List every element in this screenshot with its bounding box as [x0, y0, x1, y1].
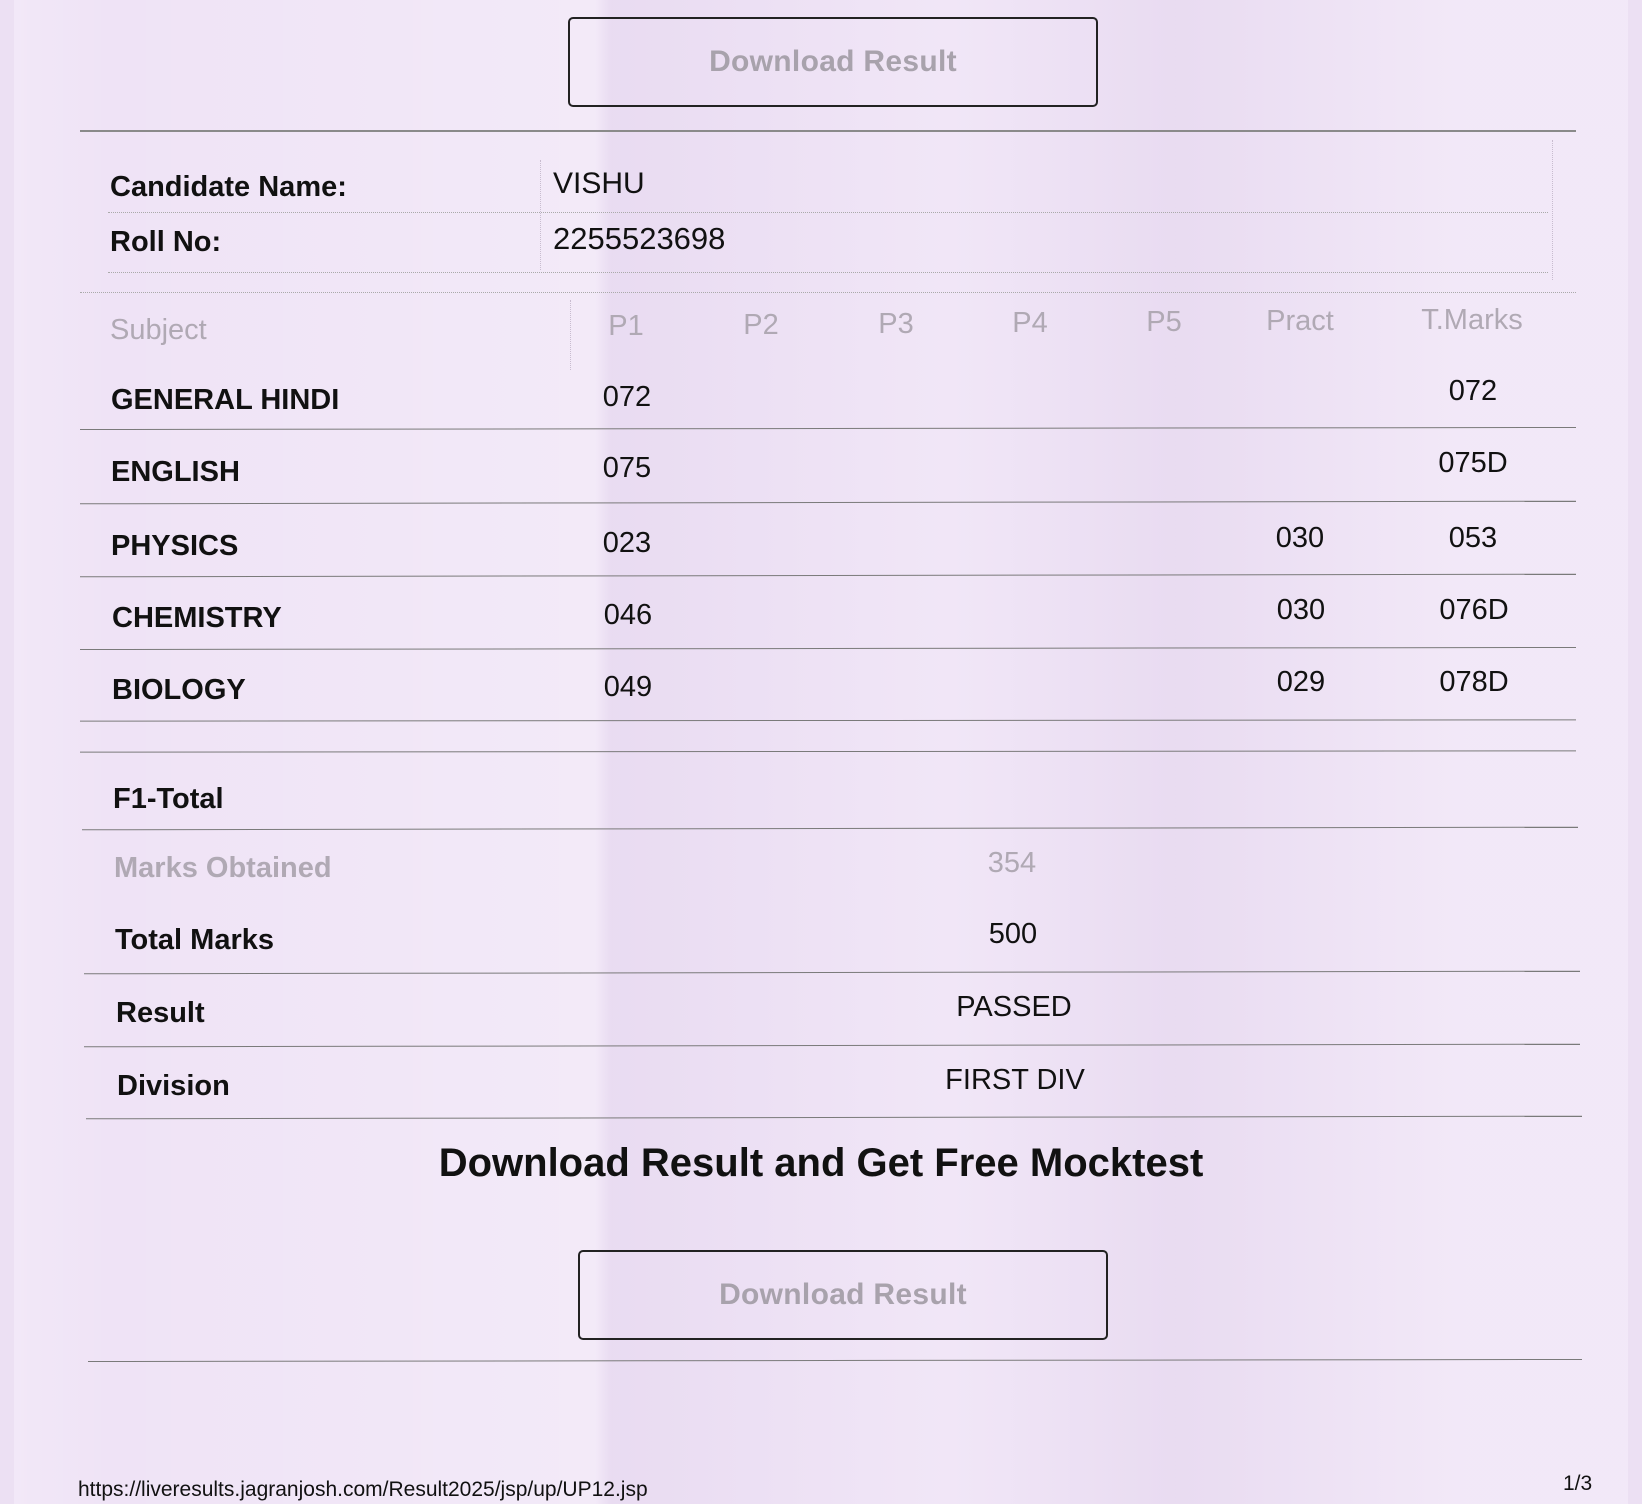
column-header-pract: Pract	[1266, 305, 1334, 337]
divider	[1552, 140, 1553, 280]
download-result-button-top[interactable]: Download Result	[568, 17, 1098, 107]
p1-marks: 072	[602, 381, 652, 413]
total-marks: 053	[1448, 522, 1498, 554]
result-label: Result	[116, 997, 205, 1029]
column-header-total: T.Marks	[1421, 304, 1523, 336]
candidate-name-value: VISHU	[553, 167, 645, 200]
p1-marks: 046	[603, 599, 653, 631]
total-marks-label: Total Marks	[115, 924, 275, 956]
total-marks-value: 500	[988, 918, 1038, 950]
subject-name: ENGLISH	[111, 456, 240, 488]
column-header-subject: Subject	[110, 314, 207, 346]
marks-obtained-value: 354	[987, 847, 1037, 879]
division-value: FIRST DIV	[945, 1064, 1085, 1096]
promo-heading: Download Result and Get Free Mocktest	[438, 1141, 1204, 1185]
download-result-button-bottom[interactable]: Download Result	[578, 1250, 1108, 1340]
pract-marks: 030	[1276, 594, 1326, 626]
subject-name: CHEMISTRY	[112, 602, 282, 634]
divider	[80, 292, 1576, 293]
pract-marks: 030	[1275, 522, 1325, 554]
divider	[108, 272, 1548, 273]
column-header-p5: P5	[1146, 306, 1182, 338]
page-number: 1/3	[1563, 1472, 1593, 1495]
total-marks: 075D	[1438, 447, 1508, 479]
pract-marks: 029	[1276, 666, 1326, 698]
subject-name: GENERAL HINDI	[111, 384, 340, 416]
column-header-p4: P4	[1012, 307, 1048, 339]
roll-no-label: Roll No:	[110, 226, 222, 258]
total-marks: 072	[1448, 375, 1498, 407]
page-url: https://liveresults.jagranjosh.com/Result2025/jsp/up/UP12.jsp	[78, 1478, 648, 1501]
divider	[570, 300, 571, 370]
column-header-p3: P3	[878, 308, 914, 340]
total-marks: 076D	[1439, 594, 1509, 626]
p1-marks: 023	[602, 527, 652, 559]
divider	[80, 130, 1576, 132]
result-value: PASSED	[956, 991, 1072, 1023]
roll-no-value: 2255523698	[553, 221, 726, 256]
divider	[540, 160, 541, 270]
division-label: Division	[117, 1070, 230, 1102]
p1-marks: 049	[603, 671, 653, 703]
marks-obtained-label: Marks Obtained	[114, 852, 332, 884]
subject-name: BIOLOGY	[112, 674, 246, 706]
total-marks: 078D	[1439, 666, 1509, 698]
p1-marks: 075	[602, 452, 652, 484]
subject-name: PHYSICS	[111, 530, 239, 562]
divider	[108, 212, 1548, 213]
column-header-p2: P2	[743, 309, 779, 341]
f1-total-label: F1-Total	[113, 783, 224, 815]
column-header-p1: P1	[608, 310, 644, 342]
candidate-name-label: Candidate Name:	[110, 171, 347, 203]
